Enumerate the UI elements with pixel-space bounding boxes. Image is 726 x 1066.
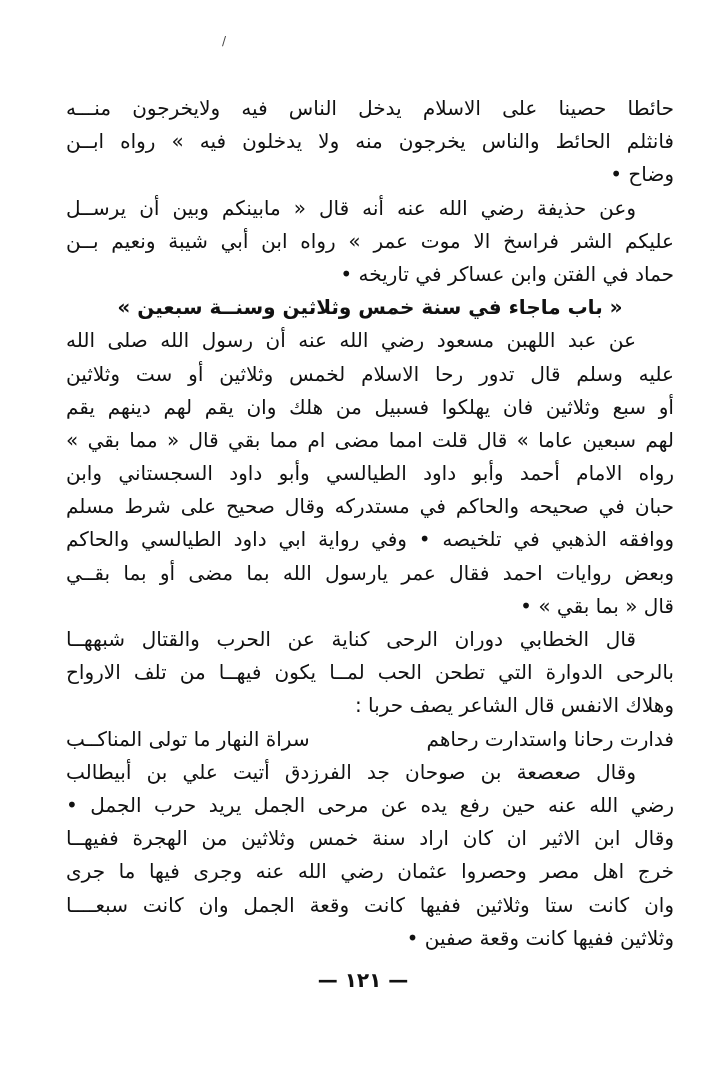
text-line: وقال ابن الاثير ان كان اراد سنة خمس وثلاثين من الهجرة ففيهــا xyxy=(66,826,674,851)
text-line: لهم سبعين عاما » قال قلت امما مضى ام مما بقي قال « مما بقي » xyxy=(66,427,674,452)
text-line: وبعض روايات احمد فقال عمر يارسول الله بما مضى أو بما بقــي xyxy=(66,560,674,585)
text-line: وضاح • xyxy=(610,162,674,187)
section-heading: « باب ماجاء في سنة خمس وثلاثين وسنــة سبعين » xyxy=(117,295,623,320)
text-line: فانثلم الحائط والناس يخرجون منه ولا يدخلون فيه » رواه ابــن xyxy=(66,129,674,154)
verse-second-hemistich: سراة النهار ما تولى المناكــب xyxy=(66,726,310,751)
text-line: وقال صعصعة بن صوحان جد الفرزدق أتيت علي بن أبيطالب xyxy=(66,759,636,784)
text-line: قال الخطابي دوران الرحى كناية عن الحرب والقتال شبههــا xyxy=(66,627,636,651)
text-line: بالرحى الدوارة التي تطحن الحب لمــا يكون فيهــا من تلف الارواح xyxy=(66,660,674,685)
text-line: وهلاك الانفس قال الشاعر يصف حربا : xyxy=(354,693,674,718)
text-line: خرج اهل مصر وحصروا عثمان رضي الله عنه وجرى فيها ما جرى xyxy=(66,859,674,884)
page-number: — ١٢١ — xyxy=(317,968,409,992)
text-line: وان كانت ستا وثلاثين ففيها كانت وقعة الجمل وان كانت سبعــــا xyxy=(66,892,674,917)
page-body xyxy=(66,92,674,955)
text-line: رواه الامام أحمد وأبو داود الطيالسي وأبو داود السجستاني وابن xyxy=(66,461,674,486)
text-line: حائطا حصينا على الاسلام يدخل الناس فيه ولايخرجون منـــه xyxy=(66,96,674,120)
text-line: وثلاثين ففيها كانت وقعة صفين • xyxy=(406,925,674,950)
text-line: أو سبع وثلاثين فان يهلكوا فسبيل من هلك وان يقم لهم دينهم يقم xyxy=(66,394,674,419)
verse-first-hemistich: فدارت رحانا واستدارت رحاهم xyxy=(426,726,674,751)
text-line: ووافقه الذهبي في تلخيصه • وفي رواية ابي داود الطيالسي والحاكم xyxy=(66,527,674,552)
text-line: عليه وسلم قال تدور رحا الاسلام لخمس وثلاثين أو ست وثلاثين xyxy=(66,361,674,386)
corner-mark: / xyxy=(222,34,227,48)
poem-verse xyxy=(66,723,674,756)
text-line: عن عبد اللهبن مسعود رضي الله عنه أن رسول الله صلى الله xyxy=(66,328,636,353)
text-line: حبان في صحيحه والحاكم في مستدركه وقال صحيح على شرط مسلم xyxy=(66,494,674,519)
text-line: رضي الله عنه حين رفع يده عن مرحى الجمل يريد حرب الجمل • xyxy=(66,792,674,817)
text-line: وعن حذيفة رضي الله عنه أنه قال « مابينكم وبين أن يرســل xyxy=(66,195,636,220)
text-line: حماد في الفتن وابن عساكر في تاريخه • xyxy=(340,261,674,286)
text-line: قال « بما بقي » • xyxy=(520,593,674,618)
text-line: عليكم الشر فراسخ الا موت عمر » رواه ابن أبي شيبة ونعيم بــن xyxy=(66,228,674,253)
